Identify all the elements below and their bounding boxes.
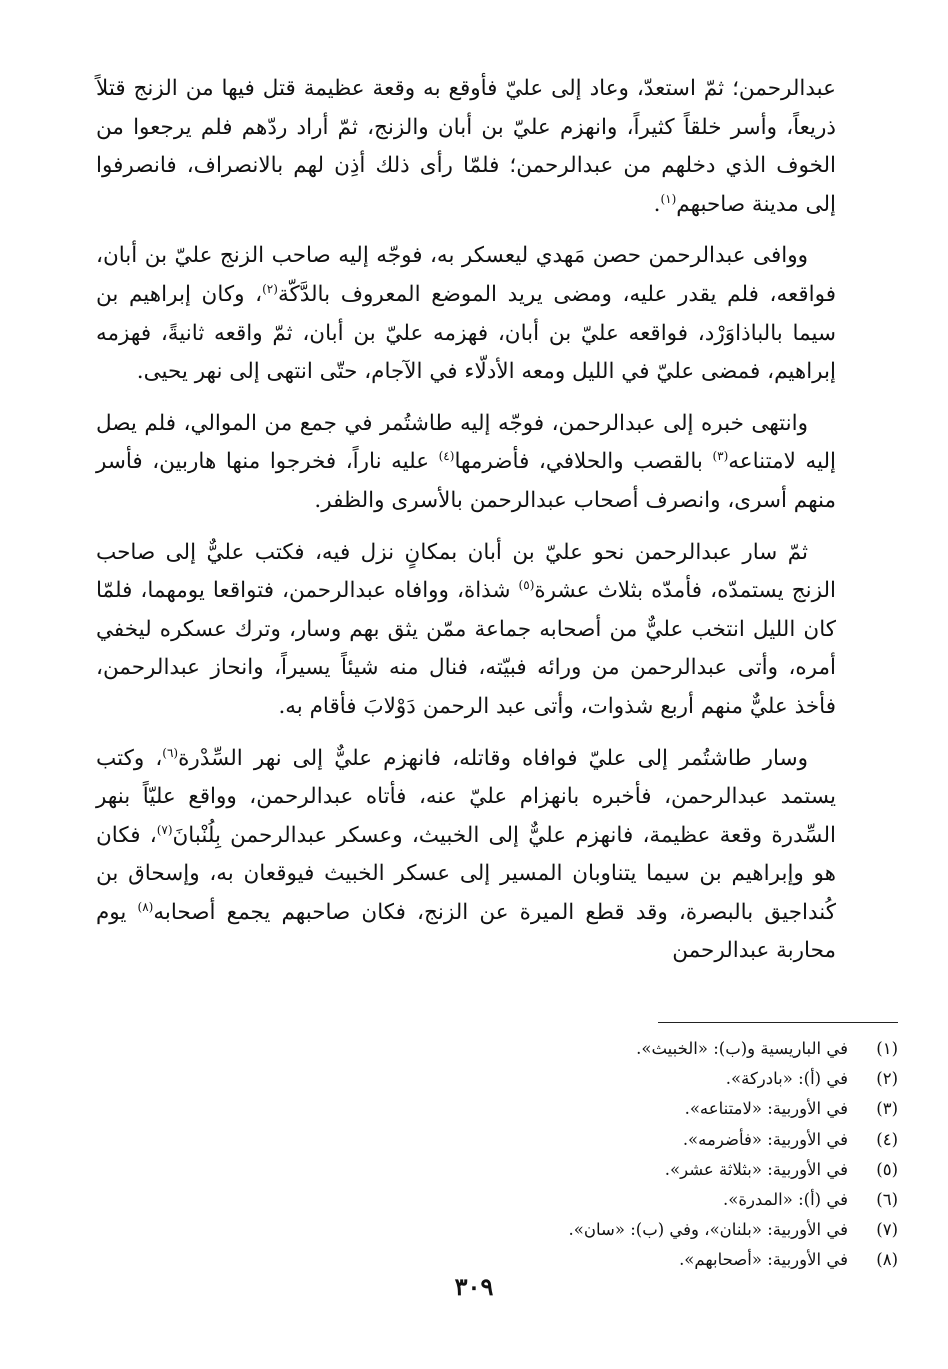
paragraph-text: ، وكتب يستمد عبدالرحمن، فأخبره بانهزام عليّ عنه، فأتاه عبدالرحمن، وواقع عليّاً بنهر السِّدرة وقعة عظيمة، فانهزم عليٌّ إلى الخبيث، وعسكر عبدالرحمن بِلُنْبانَ [96,745,837,848]
footnote-item [300,1125,898,1155]
page-number: ٣٠٩ [454,1272,494,1301]
footnotes [300,1034,898,1276]
footnote-text: في الأوربية: «أصحابهم». [679,1250,848,1270]
footnote-number: (٢) [876,1069,898,1089]
paragraph-2 [96,237,836,391]
footnote-number: (٨) [876,1250,898,1270]
footnote-separator [658,1022,898,1023]
paragraph-1 [96,70,836,224]
paragraph-text: يوم محاربة عبدالرحمن [96,899,836,964]
footnote-item [300,1215,898,1245]
footnote-text: في (أ): «المدرة». [722,1190,848,1210]
footnote-number: (٥) [876,1159,898,1179]
footnote-reference: (٧) [156,822,173,837]
paragraph-3 [96,405,836,521]
footnote-reference: (٣) [712,449,729,464]
footnote-number: (٧) [876,1220,898,1240]
footnote-number: (٦) [876,1190,898,1210]
paragraph-text: . [653,191,661,217]
paragraph-text: وسار طاشتُمر إلى عليّ فوافاه وقاتله، فانهزم عليٌّ إلى نهر السِّدْرة [178,745,808,771]
footnote-reference: (٦) [162,745,179,760]
footnote-number: (٤) [876,1129,898,1149]
paragraph-text: عبدالرحمن؛ ثمّ استعدّ، وعاد إلى عليّ فأوقع به وقعة عظيمة قتل فيها من الزنج قتلاً ذريعاً، وأسر خلقاً كثيراً، وانهزم عليّ بن أبان والزنج، ثمّ أراد ردّهم فلم يرجعوا من الخوف الذي دخلهم من عبدالرحمن؛ فلمّا رأى ذلك أذِن لهم بالانصراف، فانصرفوا إلى مدينة صاحبهم [96,76,836,217]
footnote-item [300,1034,898,1064]
paragraph-text: بالقصب والحلافي، فأضرمها [454,449,713,475]
paragraph-text: ، فكان هو وإبراهيم بن سيما يتناوبان المسير إلى عسكر الخبيث فيوقعان به، وإسحاق بن كُنداجيق بالبصرة، وقد قطع الميرة عن الزنج، فكان صاحبهم يجمع أصحابه [96,822,836,925]
footnote-text: في الأوربية: «بلنان»، وفي (ب): «سان». [568,1220,848,1240]
footnote-text: في الأوربية: «فأضرمه». [682,1129,848,1149]
paragraph-text: ، وكان إبراهيم بن سيما بالباذاوَرْد، فواقعه عليّ بن أبان، فهزمه عليّ بن أبان، ثمّ واقعه ثانيةً، فهزمه إبراهيم، فمضى عليّ في الليل ومعه الأدلّاء في الآجام، حتّى انتهى إلى نهر يحيى. [96,281,836,385]
footnote-text: في الأوربية: «لامتناعه». [684,1099,848,1119]
footnote-reference: (٤) [438,449,455,464]
footnote-item [300,1155,898,1185]
footnote-text: في (أ): «بادركة». [725,1069,848,1089]
footnote-reference: (١) [660,191,677,206]
footnote-item [300,1094,898,1124]
paragraph-text: ثمّ سار عبدالرحمن نحو عليّ بن أبان بمكانٍ نزل فيه، فكتب عليٌّ إلى صاحب الزنج يستمدّه، فأمدّه بثلاث عشرة [96,539,837,604]
paragraph-text: ووافى عبدالرحمن حصن مَهدي ليعسكر به، فوجّه إليه صاحب الزنج عليّ بن أبان، فواقعه، فلم يقدر عليه، ومضى يريد الموضع المعروف بالدَّكّة [96,243,836,307]
footnote-reference: (٢) [262,281,278,296]
paragraph-text: شذاة، ووافاه عبدالرحمن، فتواقعا يومهما، فلمّا كان الليل انتخب عليٌّ من أصحابه جماعة ممّن يثق بهم وسار، وترك عسكره ليخفي أمره، وأتى عبدالرحمن من ورائه فبيّته، فنال منه شيئاً يسيراً، وانحاز عبدالرحمن، فأخذ عليٌّ منهم أربع شذوات، وأتى عبد الرحمن دَوْلابَ فأقام به. [96,578,836,719]
footnote-item [300,1185,898,1215]
footnote-number: (٣) [876,1099,898,1119]
paragraph-4 [96,534,836,727]
footnote-text: في الباريسية و(ب): «الخبيث». [636,1039,848,1058]
footnote-number: (١) [876,1039,898,1058]
paragraph-text: وانتهى خبره إلى عبدالرحمن، فوجّه إليه طاشتُمر في جمع من الموالي، فلم يصل إليه لامتناعه [96,410,836,475]
paragraph-text: عليه ناراً، فخرجوا منها هاربين، فأسر منهم أسرى، وانصرف أصحاب عبدالرحمن بالأسرى والظفر. [96,449,836,513]
footnote-text: في الأوربية: «بثلاثة عشر». [664,1159,848,1179]
footnote-reference: (٥) [518,577,535,592]
main-text [96,70,836,984]
footnote-item [300,1064,898,1094]
paragraph-5 [96,740,836,972]
footnote-reference: (٨) [137,899,154,914]
